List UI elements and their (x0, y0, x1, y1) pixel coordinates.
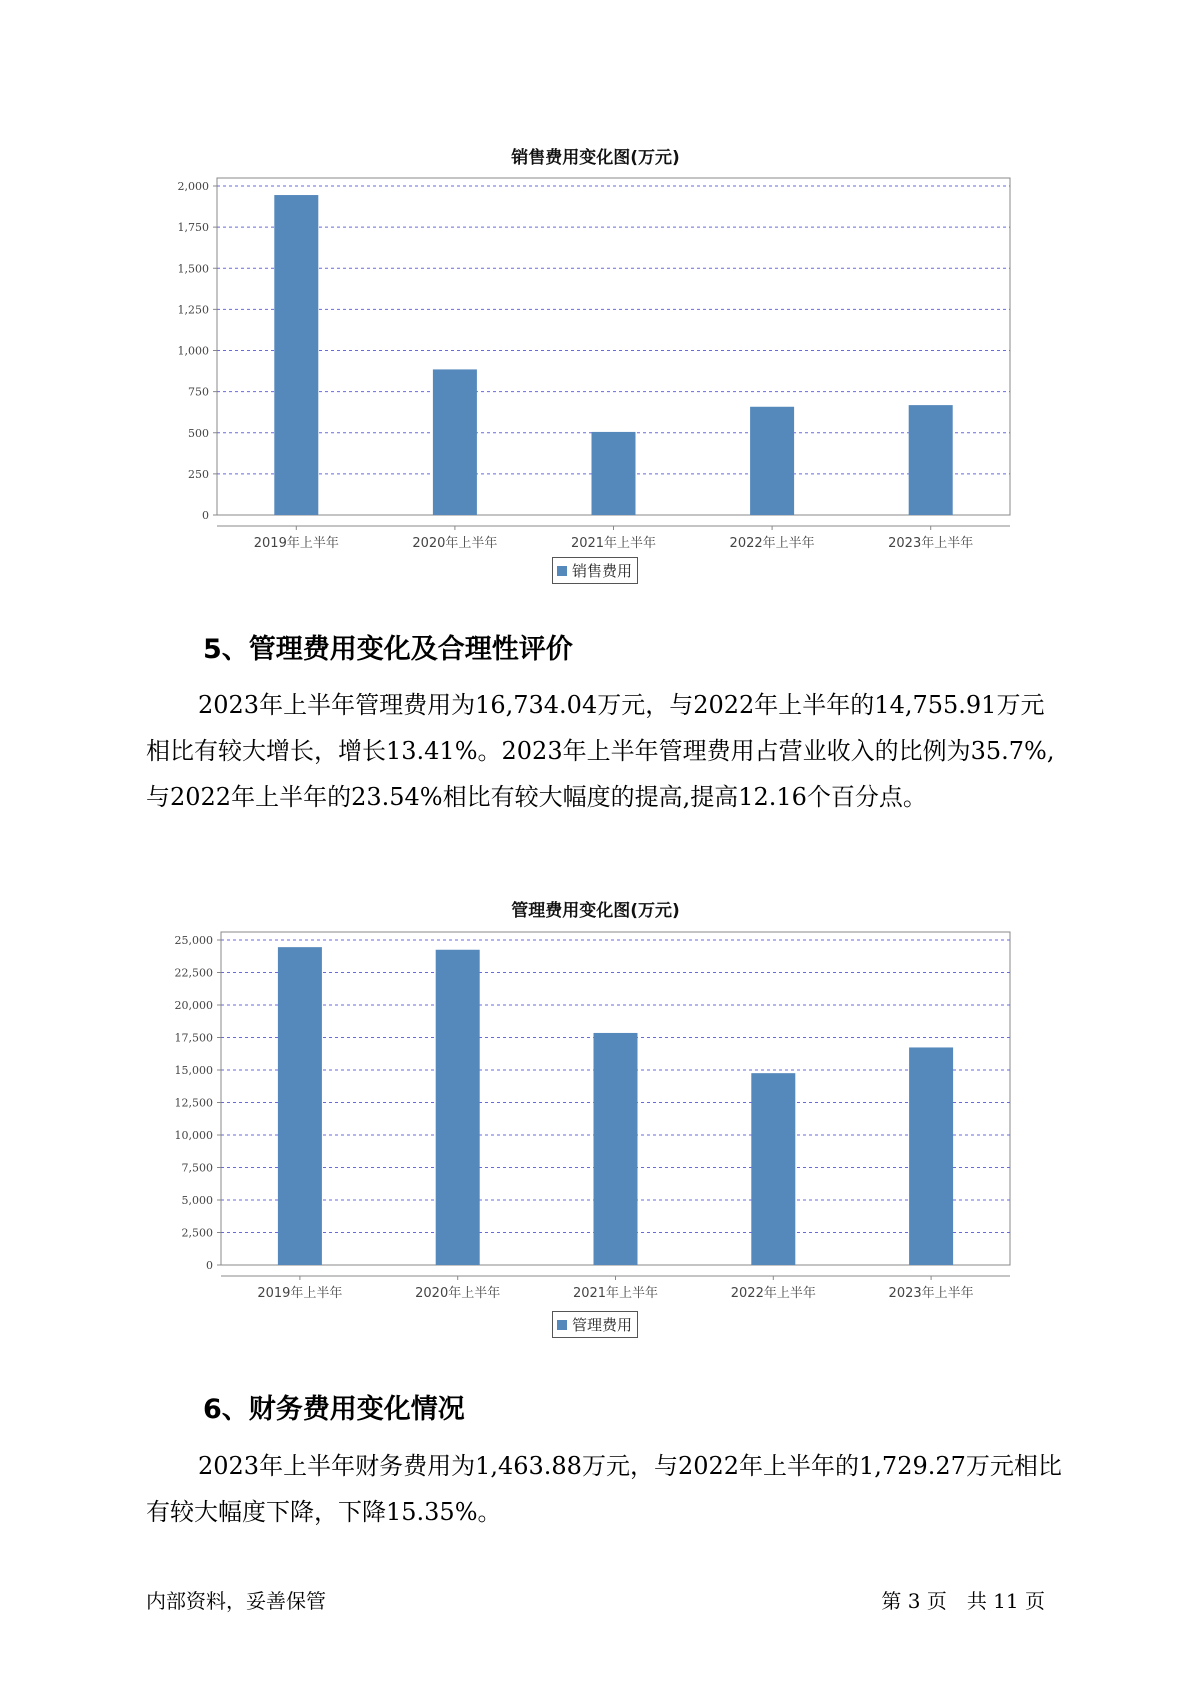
y-tick-label: 1,750 (177, 221, 209, 235)
y-tick-label: 0 (202, 509, 209, 522)
y-tick-label: 0 (206, 1259, 213, 1272)
x-tick-label: 2022年上半年 (730, 1286, 816, 1301)
y-tick-label: 25,000 (174, 934, 213, 947)
bar (751, 1073, 795, 1265)
paragraph-text: 2023年上半年管理费用为16,734.04万元，与2022年上半年的14,755.91万元相比有较大增长，增长13.41%。2023年上半年管理费用占营业收入的比例为35.7%,与2022年上半年的23.54%相比有较大幅度的提高,提高12.16个百分点。 (146, 691, 1055, 811)
y-tick-label: 15,000 (174, 1064, 213, 1077)
bar (278, 947, 322, 1265)
bar (909, 1047, 953, 1265)
x-tick-label: 2023年上半年 (888, 1286, 974, 1301)
legend-swatch (557, 1320, 567, 1330)
y-tick-label: 20,000 (174, 999, 213, 1012)
legend-label: 销售费用 (572, 562, 633, 580)
chart-legend-admin (552, 1311, 638, 1338)
section-paragraph-6 (146, 1443, 1066, 1535)
bar (436, 950, 480, 1265)
x-tick-label: 2020年上半年 (415, 1286, 501, 1301)
y-tick-label: 22,500 (174, 966, 213, 980)
y-tick-label: 2,000 (177, 180, 209, 193)
y-tick-label: 500 (188, 426, 209, 440)
paragraph-text: 2023年上半年财务费用为1,463.88万元，与2022年上半年的1,729.27万元相比有较大幅度下降，下降15.35%。 (146, 1452, 1062, 1526)
y-tick-label: 1,500 (177, 262, 209, 276)
x-tick-label: 2019年上半年 (257, 1286, 343, 1301)
y-tick-label: 12,500 (174, 1096, 213, 1110)
x-tick-label: 2020年上半年 (412, 536, 498, 551)
y-tick-label: 7,500 (181, 1161, 213, 1175)
section-heading-5: 5、管理费用变化及合理性评价 (203, 634, 573, 665)
x-tick-label: 2022年上半年 (729, 536, 815, 551)
y-tick-label: 1,000 (177, 344, 209, 358)
x-tick-label: 2023年上半年 (888, 536, 974, 551)
y-tick-label: 1,250 (177, 303, 209, 317)
x-tick-label: 2021年上半年 (570, 536, 657, 551)
chart-title-sales: 销售费用变化图(万元) (511, 148, 680, 168)
legend-label: 管理费用 (572, 1316, 633, 1334)
footer-page-number: 第 3 页 共 11 页 (881, 1589, 1045, 1613)
y-tick-label: 2,500 (181, 1226, 213, 1240)
chart-title-admin: 管理费用变化图(万元) (511, 901, 680, 921)
y-tick-label: 5,000 (181, 1194, 213, 1207)
section-heading-6: 6、财务费用变化情况 (203, 1394, 465, 1425)
x-tick-label: 2019年上半年 (253, 536, 339, 551)
y-tick-label: 10,000 (174, 1129, 213, 1142)
x-tick-label: 2021年上半年 (572, 1286, 659, 1301)
y-tick-label: 250 (188, 467, 209, 481)
footer-confidential-note: 内部资料，妥善保管 (146, 1589, 326, 1613)
y-tick-label: 17,500 (174, 1031, 213, 1045)
bar (594, 1033, 638, 1265)
y-tick-label: 750 (188, 385, 209, 399)
